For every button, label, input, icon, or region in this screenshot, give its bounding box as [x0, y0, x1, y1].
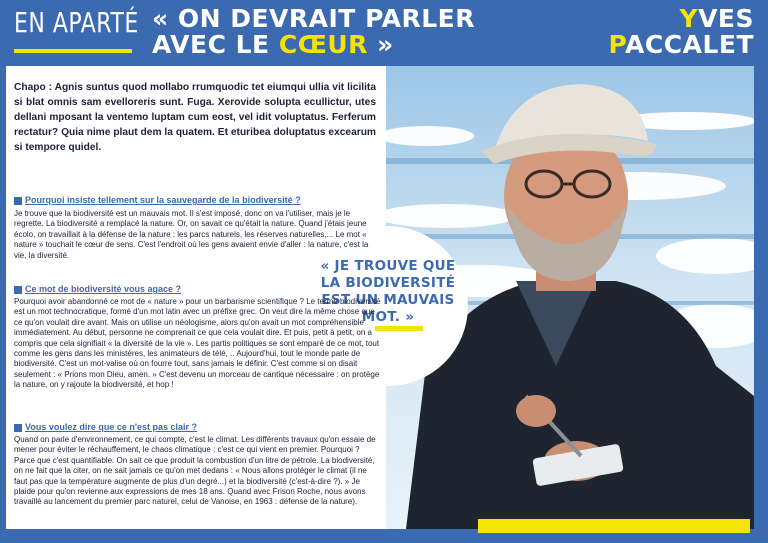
chapo-paragraph: Chapo : Agnis suntus quod mollabo rrumquodic tet eiumqui ullia vit licilita si blat omnis sam evelloreris sunt. Fuga. Xerovide solupta ecullictur, utes dellani mposant la ventemo luptam cum eost, vel idit voluptatus. Ferferum rectatur? Quia nime plaut dem la quatem. Et eturibea doluptatus excearum si tempore quidel.	[14, 82, 376, 153]
question-3	[14, 422, 197, 433]
arrow-icon	[14, 197, 22, 205]
title-line-1: « ON DEVRAIT PARLER	[152, 4, 475, 33]
quote-line-2: LA BIODIVERSITÉ	[320, 275, 456, 291]
article-title	[152, 6, 475, 58]
answer-3: Quand on parle d'environnement, ce qui compte, c'est le climat. Les différents travaux qu'on essaie de mener pour éviter le réchauffement, le chaos climatique : c'est ce qui vient en premier. Pourquoi ? Parce que c'est quantifiable. On sait ce que produit la combustion d'un litre de pétrole. La biodiversité, on ne fait que la citer, on ne sait jamais ce qu'on met dedans : « Nous allons protéger le climat (il ne faut pas que la température augmente de plus d'un degré...) et la biodiversité (c'est-à-dire ?). » Je plaide pour qu'on revienne aux expressions de mes 18 ans. Quand avec Frison Roche, nous avons travaillé au lancement du premier parc naturel, celui de Vanoise, en 1963 : défense de la nature).	[14, 435, 376, 507]
question-2-text: Ce mot de biodiversité vous agace ?	[25, 284, 182, 294]
arrow-icon	[14, 286, 22, 294]
quote-line-1: « JE TROUVE QUE	[320, 258, 456, 274]
title-line-2	[152, 32, 475, 58]
interviewee-name	[609, 6, 754, 58]
last-name-rest: ACCALET	[625, 30, 754, 59]
quote-line-3: EST UN MAUVAIS	[321, 292, 455, 308]
question-2	[14, 284, 181, 295]
quote-close: . »	[394, 309, 415, 325]
last-name	[609, 32, 754, 58]
last-name-initial: P	[608, 30, 626, 59]
question-1-text: Pourquoi insiste tellement sur la sauvegarde de la biodiversité ?	[25, 195, 301, 205]
section-kicker: EN APARTÉ	[14, 8, 139, 40]
yellow-accent-bar	[478, 519, 750, 533]
first-name-initial: Y	[679, 4, 699, 33]
answer-1: Je trouve que la biodiversité est un mauvais mot. Il s'est imposé, donc on va l'utiliser, mais je le regrette. La biodiversité a remplacé la nature. Or, on savait ce qu'était la nature. Quand j'étais jeune écolo, on travaillait à la défense de la nature : les parcs naturels, les réserves naturelles,... Le mot « nature » touchait le cœur de sens. C'est l'endroit où les gens avaient envie d'aller : la nature, c'est la vie, la diversité.	[14, 209, 369, 260]
answer-2: Pourquoi avoir abandonné ce mot de « nature » pour un barbarisme scientifique ? Le terme biodiversité est un mot technocratique, formé d'un mot latin avec un préfixe grec. On veut dire la même chose que ce qu'on voulait dire avant. Mais on utilise un néologisme, alors qu'on avait un mot compréhensible immédiatement. Au début, personne ne comprenait ce que cela voulait dire. Et puis, petit à petit, on a compris que cela signifiait « la diversité de la vie ». Les partis politiques se sont emparé de ce mot, tout comme les gens dans les ministères, les animateurs de télé, .. Aujourd'hui, tout le monde parle de biodiversité. C'est un mot-valise où on fourre tout, sans jamais le définir. C'est comme si on disait seulement : « Prions mon Dieu, amen. » C'est devenu un morceau de cantique nécessaire : on protège la nature, on y rajoute la biodiversité, et hop !	[14, 297, 381, 390]
kicker-underline	[14, 49, 132, 53]
arrow-icon	[14, 424, 22, 432]
first-name-rest: VES	[698, 4, 754, 33]
question-3-text: Vous voulez dire que ce n'est pas clair ?	[25, 422, 198, 432]
quote-last-word: MOT	[361, 309, 395, 325]
question-1	[14, 195, 301, 206]
title-line-2-prefix: AVEC LE	[152, 30, 279, 59]
quote-underline	[375, 326, 423, 331]
title-line-2-suffix: »	[367, 30, 394, 59]
title-highlight: CŒUR	[278, 30, 368, 59]
first-name	[609, 6, 754, 32]
